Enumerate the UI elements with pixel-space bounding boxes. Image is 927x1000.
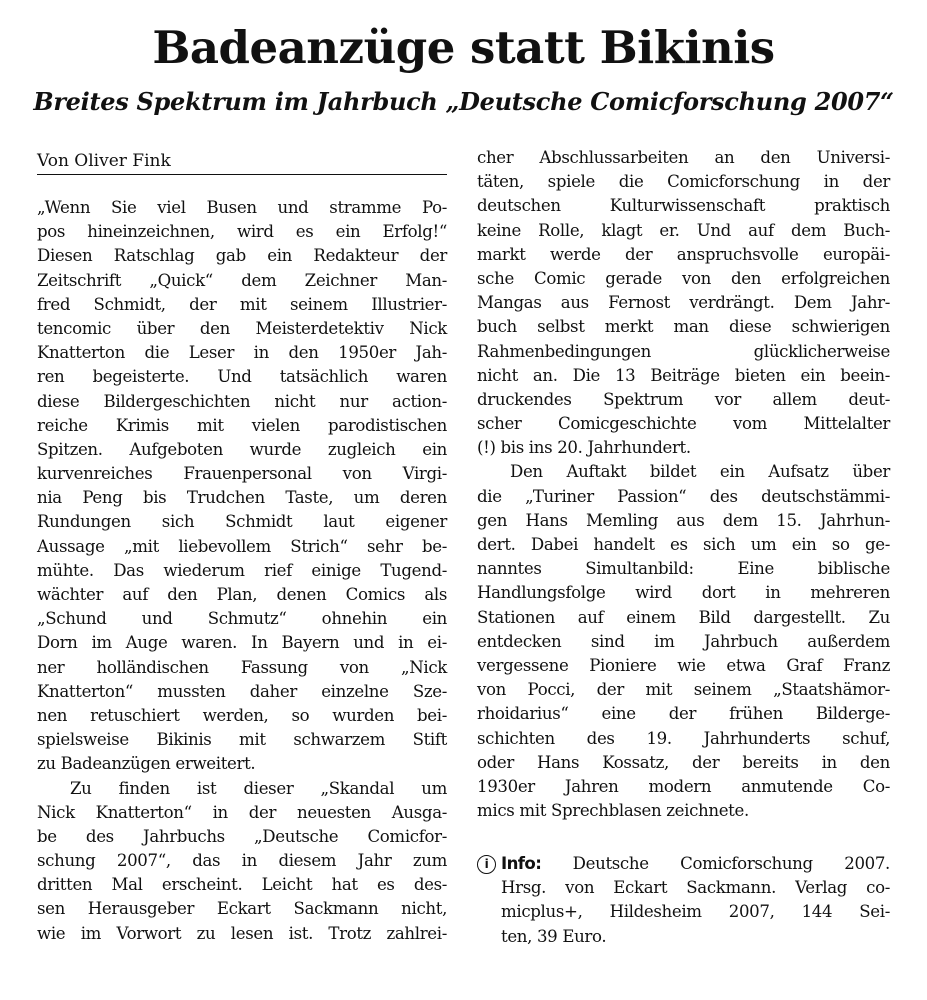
text-line: oder Hans Kossatz, der bereits in den bbox=[477, 752, 890, 772]
text-line: Zeitschrift „Quick“ dem Zeichner Man- bbox=[37, 270, 447, 290]
text-line: 1930er Jahren modern anmutende Co- bbox=[477, 776, 890, 796]
text-line: Dorn im Auge waren. In Bayern und in ei- bbox=[37, 633, 447, 653]
text-line: ner holländischen Fassung von „Nick bbox=[37, 657, 447, 677]
text-line: Rahmenbedingungen glücklicherweise bbox=[477, 341, 890, 361]
text-line: Nick Knatterton“ in der neuesten Ausga- bbox=[37, 802, 447, 822]
text-line: nen retuschiert werden, so wurden bei- bbox=[37, 705, 447, 725]
text-line: buch selbst merkt man diese schwierigen bbox=[477, 317, 890, 337]
text-line: diese Bildergeschichten nicht nur action- bbox=[37, 391, 447, 411]
info-label: Info: bbox=[501, 854, 542, 873]
text-line: kurvenreiches Frauenpersonal von Virgi- bbox=[37, 464, 447, 484]
text-line: sen Herausgeber Eckart Sackmann nicht, bbox=[37, 899, 447, 919]
text-line: deutschen Kulturwissenschaft praktisch bbox=[477, 196, 890, 216]
byline: Von Oliver Fink bbox=[37, 148, 447, 175]
text-line: Knatterton“ mussten daher einzelne Sze- bbox=[37, 681, 447, 701]
text-line: Diesen Ratschlag gab ein Redakteur der bbox=[37, 246, 447, 266]
text-line: ren begeisterte. Und tatsächlich waren bbox=[37, 367, 447, 387]
text-line: wie im Vorwort zu lesen ist. Trotz zahlrei- bbox=[37, 923, 447, 943]
text-line: cher Abschlussarbeiten an den Universi- bbox=[477, 148, 890, 167]
text-line: dritten Mal erscheint. Leicht hat es des- bbox=[37, 875, 447, 895]
text-line: Stationen auf einem Bild dargestellt. Zu bbox=[477, 607, 890, 627]
text-line: spielsweise Bikinis mit schwarzem Stift bbox=[37, 730, 447, 750]
text-line: entdecken sind im Jahrbuch außerdem bbox=[477, 631, 890, 651]
text-line: markt werde der anspruchsvolle europäi- bbox=[477, 244, 890, 264]
text-line: schung 2007“, das in diesem Jahr zum bbox=[37, 851, 447, 871]
text-line: mics mit Sprechblasen zeichnete. bbox=[477, 801, 749, 821]
text-line: rhoidarius“ eine der frühen Bilderge- bbox=[477, 704, 890, 724]
info-first-line bbox=[477, 852, 890, 876]
text-line: sche Comic gerade von den erfolgreichen bbox=[477, 268, 890, 288]
text-line: Knatterton die Leser in den 1950er Jah- bbox=[37, 343, 447, 363]
text-line: druckendes Spektrum vor allem deut- bbox=[477, 389, 890, 409]
right-column bbox=[477, 146, 890, 823]
left-column bbox=[37, 196, 447, 946]
text-line: nicht an. Die 13 Beiträge bieten ein beein- bbox=[477, 365, 890, 385]
info-text: Deutsche Comicforschung 2007. bbox=[541, 854, 890, 873]
text-line: Mangas aus Fernost verdrängt. Dem Jahr- bbox=[477, 293, 890, 313]
text-line: (!) bis ins 20. Jahrhundert. bbox=[477, 438, 691, 458]
info-circle-icon: i bbox=[477, 855, 496, 874]
info-line: Hrsg. von Eckart Sackmann. Verlag co- bbox=[501, 878, 890, 898]
subheadline: Breites Spektrum im Jahrbuch „Deutsche Comicforschung 2007“ bbox=[33, 87, 894, 116]
text-line: die „Turiner Passion“ des deutschstämmi- bbox=[477, 486, 890, 506]
text-line: nia Peng bis Trudchen Taste, um deren bbox=[37, 488, 447, 508]
text-line: Spitzen. Aufgeboten wurde zugleich ein bbox=[37, 439, 447, 459]
text-line: „Schund und Schmutz“ ohnehin ein bbox=[37, 609, 447, 629]
text-line: Rundungen sich Schmidt laut eigener bbox=[37, 512, 447, 532]
text-line: mühte. Das wiederum rief einige Tugend- bbox=[37, 560, 447, 580]
text-line: keine Rolle, klagt er. Und auf dem Buch- bbox=[477, 220, 890, 240]
text-line: schichten des 19. Jahrhunderts schuf, bbox=[477, 728, 890, 748]
info-box bbox=[477, 852, 890, 949]
headline: Badeanzüge statt Bikinis bbox=[152, 21, 775, 74]
text-line: reiche Krimis mit vielen parodistischen bbox=[37, 415, 447, 435]
text-line: dert. Dabei handelt es sich um ein so ge- bbox=[477, 535, 890, 554]
text-line: „Wenn Sie viel Busen und stramme Po- bbox=[37, 198, 447, 217]
text-line: gen Hans Memling aus dem 15. Jahrhun- bbox=[477, 510, 890, 530]
text-line: von Pocci, der mit seinem „Staatshämor- bbox=[477, 680, 890, 700]
info-line: micplus+, Hildesheim 2007, 144 Sei- bbox=[501, 902, 890, 922]
text-line: tencomic über den Meisterdetektiv Nick bbox=[37, 318, 447, 338]
text-line: be des Jahrbuchs „Deutsche Comicfor- bbox=[37, 826, 447, 846]
text-line: Den Auftakt bildet ein Aufsatz über bbox=[510, 462, 890, 482]
text-line: scher Comicgeschichte vom Mittelalter bbox=[477, 414, 890, 434]
text-line: Aussage „mit liebevollem Strich“ sehr be- bbox=[37, 536, 447, 556]
info-line: ten, 39 Euro. bbox=[501, 926, 607, 946]
text-line: Zu finden ist dieser „Skandal um bbox=[70, 778, 447, 798]
text-line: nanntes Simultanbild: Eine biblische bbox=[477, 559, 890, 579]
text-line: zu Badeanzügen erweitert. bbox=[37, 754, 256, 774]
text-line: wächter auf den Plan, denen Comics als bbox=[37, 585, 447, 604]
text-line: täten, spiele die Comicforschung in der bbox=[477, 172, 890, 192]
text-line: pos hineinzeichnen, wird es ein Erfolg!“ bbox=[37, 222, 447, 242]
text-line: vergessene Pioniere wie etwa Graf Franz bbox=[477, 655, 890, 675]
text-line: fred Schmidt, der mit seinem Illustrier- bbox=[37, 294, 447, 314]
text-line: Handlungsfolge wird dort in mehreren bbox=[477, 583, 890, 603]
